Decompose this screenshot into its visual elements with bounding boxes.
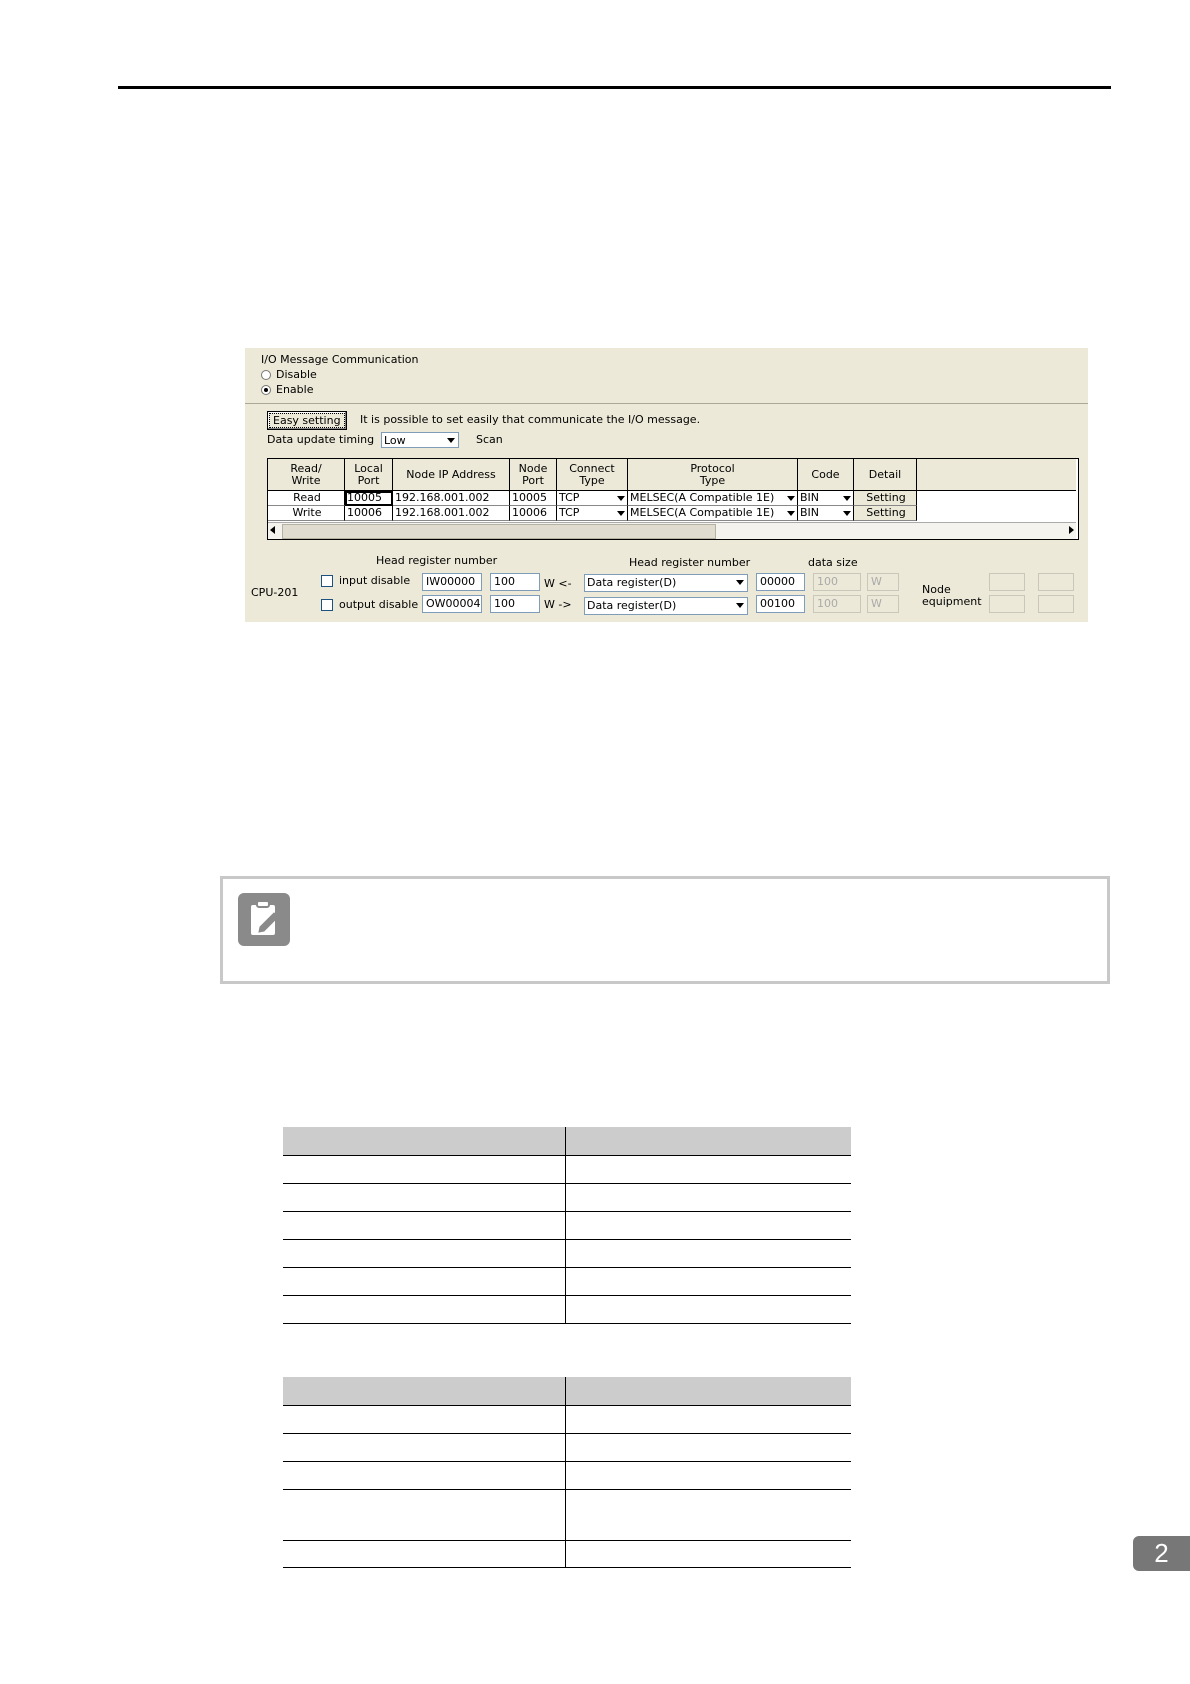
scroll-thumb[interactable] — [282, 524, 716, 539]
output-register-field[interactable]: OW00004 — [422, 595, 482, 613]
header-protocol-type: Protocol Type — [628, 459, 798, 491]
table-row — [283, 1239, 851, 1267]
table-row — [283, 1489, 851, 1540]
radio-enable[interactable]: Enable — [261, 383, 313, 396]
input-direction: W <- — [544, 577, 572, 590]
node-field-2 — [1038, 573, 1074, 591]
table-cell — [283, 1155, 566, 1183]
table-cell — [566, 1405, 852, 1433]
table-header-row — [283, 1127, 851, 1155]
checkbox-icon — [321, 575, 333, 587]
radio-on-icon — [261, 385, 271, 395]
table-row — [283, 1211, 851, 1239]
node-field-1 — [989, 573, 1025, 591]
row2-rw: Write — [268, 506, 345, 521]
row2-local-port[interactable]: 10006 — [345, 506, 393, 521]
chapter-tab: 2 — [1133, 1536, 1190, 1571]
chevron-down-icon — [843, 511, 851, 516]
table-cell — [283, 1433, 566, 1461]
table-cell — [283, 1295, 566, 1323]
table-row — [283, 1295, 851, 1323]
table-cell — [566, 1295, 852, 1323]
row1-protocol[interactable]: MELSEC(A Compatible 1E) — [628, 491, 798, 506]
input-size-field[interactable]: 100 — [490, 573, 540, 591]
radio-disable[interactable]: Disable — [261, 368, 317, 381]
top-rule — [118, 86, 1111, 89]
group-title: I/O Message Communication — [261, 353, 419, 366]
data-update-select[interactable]: Low — [381, 432, 459, 448]
table-cell — [566, 1540, 852, 1567]
chevron-down-icon — [736, 603, 744, 608]
table-1 — [283, 1127, 851, 1324]
table-row — [283, 1433, 851, 1461]
chevron-down-icon — [617, 496, 625, 501]
input-disable-checkbox[interactable]: input disable — [321, 574, 410, 587]
head-register-label-left: Head register number — [376, 554, 498, 567]
header-connect-type: Connect Type — [557, 459, 628, 491]
chevron-down-icon — [736, 580, 744, 585]
node-equipment-label: Node equipment — [922, 583, 982, 608]
table-cell — [283, 1489, 566, 1540]
row2-code[interactable]: BIN — [798, 506, 854, 521]
table-cell — [283, 1211, 566, 1239]
row2-protocol[interactable]: MELSEC(A Compatible 1E) — [628, 506, 798, 521]
chevron-down-icon — [447, 438, 455, 443]
table-cell — [566, 1183, 852, 1211]
output-size-field[interactable]: 100 — [490, 595, 540, 613]
input-target-unit: W — [867, 573, 899, 591]
data-size-label: data size — [808, 556, 858, 569]
row1-detail-button[interactable]: Setting — [854, 491, 917, 506]
table-header-cell — [566, 1127, 852, 1155]
output-target-select[interactable]: Data register(D) — [584, 597, 748, 615]
table-header-cell — [283, 1377, 566, 1405]
table-header-cell — [566, 1377, 852, 1405]
header-read-write: Read/ Write — [268, 459, 345, 491]
table-cell — [283, 1267, 566, 1295]
table-cell — [566, 1267, 852, 1295]
table-cell — [283, 1405, 566, 1433]
table-row — [283, 1405, 851, 1433]
table-cell — [283, 1461, 566, 1489]
chevron-down-icon — [787, 511, 795, 516]
table-cell — [283, 1183, 566, 1211]
horizontal-scrollbar[interactable] — [268, 522, 1076, 539]
scan-label: Scan — [476, 433, 503, 446]
row2-detail-button[interactable]: Setting — [854, 506, 917, 521]
output-target-size: 100 — [813, 595, 861, 613]
connection-grid — [267, 458, 1079, 540]
radio-off-icon — [261, 370, 271, 380]
row2-node-port[interactable]: 10006 — [510, 506, 557, 521]
row1-local-port[interactable]: 10005 — [345, 491, 393, 506]
header-node-port: Node Port — [510, 459, 557, 491]
row2-connect-type[interactable]: TCP — [557, 506, 628, 521]
header-code: Code — [798, 459, 854, 491]
table-row — [283, 1461, 851, 1489]
checkbox-icon — [321, 599, 333, 611]
table-cell — [566, 1211, 852, 1239]
output-direction: W -> — [544, 598, 572, 611]
header-detail: Detail — [854, 459, 917, 491]
output-target-unit: W — [867, 595, 899, 613]
table-cell — [283, 1540, 566, 1567]
table-cell — [566, 1239, 852, 1267]
scroll-left-icon[interactable] — [270, 526, 275, 534]
clipboard-pencil-icon — [238, 893, 290, 946]
scroll-right-icon[interactable] — [1069, 526, 1074, 534]
note-box — [220, 876, 1110, 984]
table-cell — [283, 1239, 566, 1267]
input-target-size: 100 — [813, 573, 861, 591]
table-header-row — [283, 1377, 851, 1405]
easy-setting-hint: It is possible to set easily that communicate the I/O message. — [360, 413, 701, 426]
table-row — [283, 1540, 851, 1567]
output-target-addr[interactable]: 00100 — [756, 595, 805, 613]
node-field-4 — [1038, 595, 1074, 613]
row1-connect-type[interactable]: TCP — [557, 491, 628, 506]
input-target-addr[interactable]: 00000 — [756, 573, 805, 591]
table-cell — [566, 1489, 852, 1540]
easy-setting-button[interactable]: Easy setting — [267, 411, 347, 430]
header-blank — [917, 459, 1076, 491]
header-local-port: Local Port — [345, 459, 393, 491]
io-message-panel — [245, 348, 1088, 622]
table-cell — [566, 1461, 852, 1489]
table-cell — [566, 1155, 852, 1183]
table-header-cell — [283, 1127, 566, 1155]
chevron-down-icon — [787, 496, 795, 501]
table-2 — [283, 1377, 851, 1568]
row1-rw: Read — [268, 491, 345, 506]
table-row — [283, 1267, 851, 1295]
output-disable-checkbox[interactable]: output disable — [321, 598, 418, 611]
input-register-field[interactable]: IW00000 — [422, 573, 482, 591]
row1-node-port[interactable]: 10005 — [510, 491, 557, 506]
chevron-down-icon — [843, 496, 851, 501]
table-row — [283, 1155, 851, 1183]
node-field-3 — [989, 595, 1025, 613]
head-register-label-right: Head register number — [629, 556, 751, 569]
row1-code[interactable]: BIN — [798, 491, 854, 506]
data-update-label: Data update timing — [267, 433, 375, 446]
cpu-label: CPU-201 — [251, 586, 299, 599]
table-row — [283, 1183, 851, 1211]
table-cell — [566, 1433, 852, 1461]
note-icon — [238, 893, 290, 946]
chevron-down-icon — [617, 511, 625, 516]
separator — [245, 403, 1088, 404]
input-target-select[interactable]: Data register(D) — [584, 574, 748, 592]
row2-node-ip[interactable]: 192.168.001.002 — [393, 506, 510, 521]
header-node-ip: Node IP Address — [393, 459, 510, 491]
row1-node-ip[interactable]: 192.168.001.002 — [393, 491, 510, 506]
